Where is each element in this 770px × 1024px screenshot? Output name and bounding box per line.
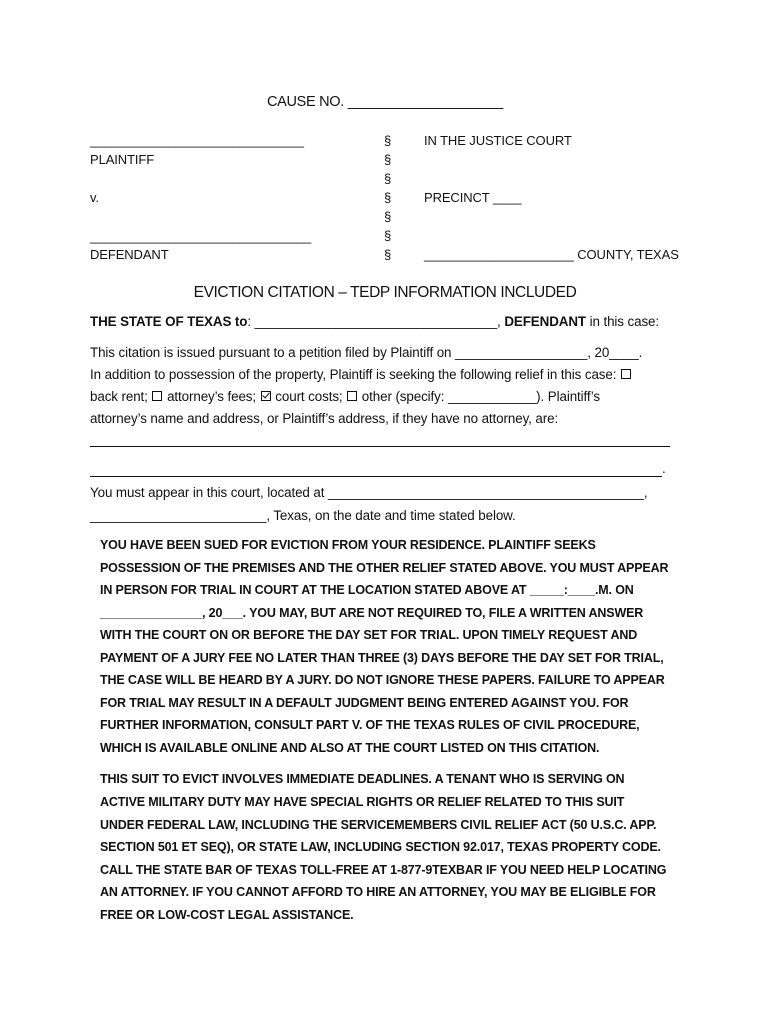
defendant-label: DEFENDANT (90, 247, 169, 262)
attorney-fees-label: attorney’s fees; (167, 389, 257, 404)
petition-filed-line: This citation is issued pursuant to a petition filed by Plaintiff on __________________, 20____. (90, 345, 643, 360)
warning-line: _______________, 20___. YOU MAY, BUT ARE NOT REQUIRED TO, FILE A WRITTEN ANSWER (100, 605, 644, 620)
versus-label: v. (90, 190, 99, 205)
defendant-word: DEFENDANT (504, 314, 586, 329)
precinct-label: PRECINCT ____ (424, 190, 522, 205)
state-line (90, 314, 659, 329)
plaintiff-blank: ______________________________ (90, 133, 304, 148)
warning-line: YOU HAVE BEEN SUED FOR EVICTION FROM YOUR RESIDENCE. PLAINTIFF SEEKS (100, 538, 596, 552)
state-of-texas: THE STATE OF TEXAS to (90, 314, 248, 329)
relief-intro-line (90, 367, 632, 382)
section-mark: § (384, 209, 392, 224)
tedp-line: CALL THE STATE BAR OF TEXAS TOLL-FREE AT 1-877-9TEXBAR IF YOU NEED HELP LOCATING (100, 862, 667, 877)
cause-number: CAUSE NO. ____________________ (266, 94, 504, 110)
checkbox-attorney-fees[interactable] (152, 391, 162, 401)
tedp-line: UNDER FEDERAL LAW, INCLUDING THE SERVICEMEMBERS CIVIL RELIEF ACT (50 U.S.C. APP. (100, 817, 657, 832)
plaintiff-label: PLAINTIFF (90, 152, 155, 167)
section-mark: § (384, 228, 392, 243)
relief-options-line (90, 389, 600, 404)
address-end-period: . (662, 461, 666, 476)
tedp-line: FREE OR LOW-COST LEGAL ASSISTANCE. (100, 907, 354, 922)
defendant-blank: _______________________________ (90, 229, 312, 244)
section-mark: § (384, 152, 392, 167)
warning-line: THE CASE WILL BE HEARD BY A JURY. DO NOT IGNORE THESE PAPERS. FAILURE TO APPEAR (100, 673, 665, 687)
tedp-line: SECTION 501 ET SEQ), OR STATE LAW, INCLUDING SECTION 92.017, TEXAS PROPERTY CODE. (100, 840, 661, 854)
warning-line: PAYMENT OF A JURY FEE NO LATER THAN THREE (3) DAYS BEFORE THE DAY SET FOR TRIAL, (100, 650, 664, 665)
county-label: _____________________ COUNTY, TEXAS (424, 247, 679, 262)
warning-line: WHICH IS AVAILABLE ONLINE AND ALSO AT THE COURT LISTED ON THIS CITATION. (100, 740, 600, 755)
section-mark: § (384, 133, 392, 148)
tedp-line: ACTIVE MILITARY DUTY MAY HAVE SPECIAL RIGHTS OR RELIEF RELATED TO THIS SUIT (100, 795, 625, 809)
address-blank-line-1[interactable] (90, 446, 670, 447)
relief-intro-text: In addition to possession of the property, Plaintiff is seeking the following relief in this case: (90, 367, 617, 382)
state-line-suffix: in this case: (586, 314, 660, 329)
defendant-name-blank: : _________________________________, (247, 314, 505, 329)
other-label: other (specify: ____________). Plaintiff’s (361, 389, 601, 404)
appear-location-line: You must appear in this court, located at ___________________________________________, (90, 485, 648, 500)
attorney-address-line: attorney’s name and address, or Plaintiff’s address, if they have no attorney, are: (90, 411, 559, 426)
tedp-line: THIS SUIT TO EVICT INVOLVES IMMEDIATE DEADLINES. A TENANT WHO IS SERVING ON (100, 772, 625, 786)
warning-line: FOR TRIAL MAY RESULT IN A DEFAULT JUDGMENT BEING ENTERED AGAINST YOU. FOR (100, 695, 629, 710)
warning-line: POSSESSION OF THE PREMISES AND THE OTHER RELIEF STATED ABOVE. YOU MUST APPEAR (100, 560, 669, 575)
section-mark: § (384, 171, 392, 186)
warning-line: IN PERSON FOR TRIAL IN COURT AT THE LOCATION STATED ABOVE AT _____:____.M. ON (100, 583, 634, 597)
address-blank-line-2[interactable] (90, 476, 662, 477)
checkbox-court-costs[interactable] (261, 391, 271, 401)
warning-line: WITH THE COURT ON OR BEFORE THE DAY SET FOR TRIAL. UPON TIMELY REQUEST AND (100, 628, 638, 642)
court-label: IN THE JUSTICE COURT (424, 133, 572, 148)
warning-line: FURTHER INFORMATION, CONSULT PART V. OF THE TEXAS RULES OF CIVIL PROCEDURE, (100, 718, 640, 732)
back-rent-label: back rent; (90, 389, 148, 404)
checkbox-back-rent[interactable] (621, 369, 631, 379)
checkbox-other[interactable] (347, 391, 357, 401)
document-title: EVICTION CITATION – TEDP INFORMATION INCLUDED (193, 284, 577, 301)
section-mark: § (384, 247, 392, 262)
tedp-line: AN ATTORNEY. IF YOU CANNOT AFFORD TO HIRE AN ATTORNEY, YOU MAY BE ELIGIBLE FOR (100, 885, 656, 899)
appear-date-line: ________________________, Texas, on the date and time stated below. (90, 508, 516, 523)
court-costs-label: court costs; (275, 389, 343, 404)
section-mark: § (384, 190, 392, 205)
